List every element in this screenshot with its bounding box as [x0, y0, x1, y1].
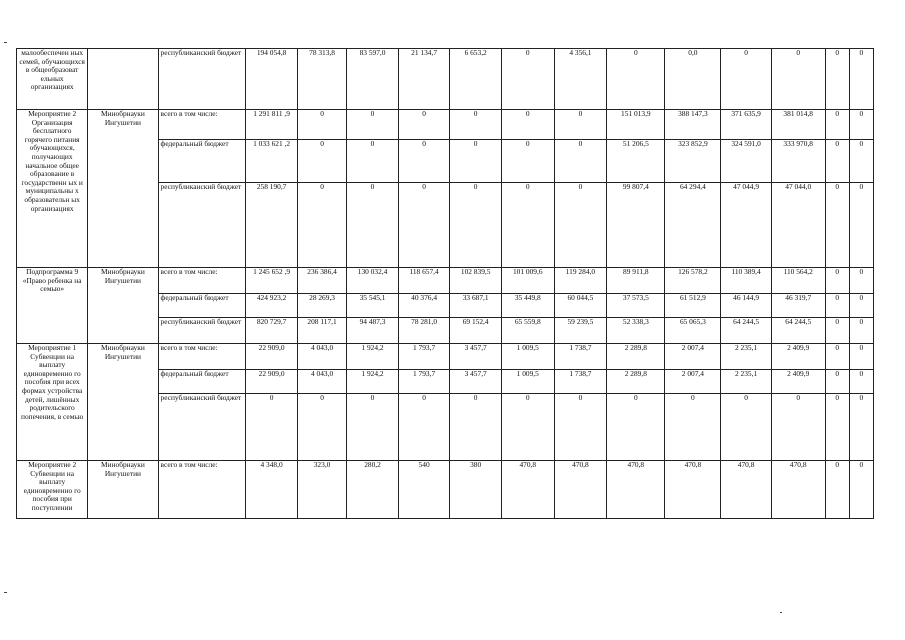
value-cell: 0 — [771, 394, 825, 461]
value-cell: 0 — [825, 344, 849, 370]
value-cell: 0 — [554, 183, 607, 268]
value-cell: 0 — [607, 394, 665, 461]
value-cell: 470,8 — [554, 461, 607, 519]
value-cell: 236 386,4 — [297, 268, 346, 294]
value-cell: 194 054,8 — [246, 49, 298, 110]
funding-source-cell: всего в том числе: — [158, 344, 246, 370]
value-cell: 0 — [849, 140, 873, 183]
program-cell: Мероприятие 2 Организация бесплатного горячего питания обучающихся, получающих начальное общее образование в государственн ых и муниципальны х образовательн ых организациях — [17, 110, 88, 268]
value-cell: 0 — [825, 140, 849, 183]
value-cell: 1 738,7 — [554, 344, 607, 370]
value-cell: 0,0 — [665, 49, 721, 110]
value-cell: 52 338,3 — [607, 318, 665, 344]
value-cell: 0 — [825, 394, 849, 461]
value-cell: 0 — [297, 394, 346, 461]
value-cell: 3 457,7 — [450, 344, 502, 370]
value-cell: 0 — [501, 110, 554, 140]
value-cell: 83 597,0 — [347, 49, 399, 110]
table-row — [17, 49, 874, 110]
value-cell: 0 — [721, 394, 771, 461]
value-cell: 0 — [450, 183, 502, 268]
executor-cell: Минобрнауки Ингушетии — [88, 268, 158, 344]
executor-cell: Минобрнауки Ингушетии — [88, 110, 158, 268]
value-cell: 2 409,9 — [771, 370, 825, 394]
value-cell: 46 319,7 — [771, 294, 825, 318]
value-cell: 208 117,1 — [297, 318, 346, 344]
value-cell: 470,8 — [501, 461, 554, 519]
value-cell: 0 — [398, 394, 450, 461]
funding-source-cell: республиканский бюджет — [158, 394, 246, 461]
value-cell: 64 244,5 — [771, 318, 825, 344]
value-cell: 2 007,4 — [665, 370, 721, 394]
value-cell: 2 007,4 — [665, 344, 721, 370]
value-cell: 0 — [665, 394, 721, 461]
value-cell: 1 033 621 ,2 — [246, 140, 298, 183]
funding-source-cell: всего в том числе: — [158, 461, 246, 519]
value-cell: 0 — [501, 49, 554, 110]
scan-mark — [780, 612, 782, 613]
value-cell: 21 134,7 — [398, 49, 450, 110]
program-cell: Мероприятие 2 Субвенции на выплату единовременно го пособия при поступлении — [17, 461, 88, 519]
value-cell: 1 245 652 ,9 — [246, 268, 298, 294]
value-cell: 1 924,2 — [347, 370, 399, 394]
program-cell: малообеспечен ных семей, обучающихся в общеобразоват ельных организациях — [17, 49, 88, 110]
value-cell: 0 — [849, 268, 873, 294]
value-cell: 323 852,9 — [665, 140, 721, 183]
value-cell: 0 — [450, 140, 502, 183]
value-cell: 119 284,0 — [554, 268, 607, 294]
value-cell: 0 — [297, 110, 346, 140]
value-cell: 0 — [771, 49, 825, 110]
value-cell: 0 — [849, 294, 873, 318]
value-cell: 94 487,3 — [347, 318, 399, 344]
table-row — [17, 344, 874, 370]
value-cell: 0 — [450, 110, 502, 140]
value-cell: 59 239,5 — [554, 318, 607, 344]
value-cell: 22 909,0 — [246, 370, 298, 394]
value-cell: 4 043,0 — [297, 344, 346, 370]
value-cell: 118 657,4 — [398, 268, 450, 294]
value-cell: 0 — [450, 394, 502, 461]
value-cell: 0 — [398, 140, 450, 183]
executor-cell — [88, 49, 158, 110]
value-cell: 126 578,2 — [665, 268, 721, 294]
value-cell: 4 043,0 — [297, 370, 346, 394]
value-cell: 0 — [501, 140, 554, 183]
value-cell: 2 289,8 — [607, 344, 665, 370]
value-cell: 0 — [825, 318, 849, 344]
value-cell: 1 009,5 — [501, 370, 554, 394]
value-cell: 424 923,2 — [246, 294, 298, 318]
value-cell: 78 313,8 — [297, 49, 346, 110]
value-cell: 2 289,8 — [607, 370, 665, 394]
value-cell: 380 — [450, 461, 502, 519]
value-cell: 1 793,7 — [398, 370, 450, 394]
value-cell: 0 — [297, 140, 346, 183]
value-cell: 0 — [347, 110, 399, 140]
value-cell: 0 — [849, 344, 873, 370]
value-cell: 0 — [347, 183, 399, 268]
value-cell: 0 — [825, 49, 849, 110]
value-cell: 47 044,0 — [771, 183, 825, 268]
value-cell: 102 839,5 — [450, 268, 502, 294]
value-cell: 60 044,5 — [554, 294, 607, 318]
value-cell: 540 — [398, 461, 450, 519]
value-cell: 470,8 — [771, 461, 825, 519]
value-cell: 51 206,5 — [607, 140, 665, 183]
value-cell: 0 — [825, 268, 849, 294]
value-cell: 0 — [347, 394, 399, 461]
scan-mark — [4, 42, 7, 43]
value-cell: 6 653,2 — [450, 49, 502, 110]
value-cell: 69 152,4 — [450, 318, 502, 344]
value-cell: 2 235,1 — [721, 344, 771, 370]
value-cell: 0 — [398, 110, 450, 140]
funding-source-cell: федеральный бюджет — [158, 140, 246, 183]
value-cell: 0 — [849, 394, 873, 461]
funding-source-cell: федеральный бюджет — [158, 294, 246, 318]
value-cell: 4 348,0 — [246, 461, 298, 519]
value-cell: 0 — [398, 183, 450, 268]
value-cell: 0 — [849, 461, 873, 519]
value-cell: 40 376,4 — [398, 294, 450, 318]
value-cell: 0 — [607, 49, 665, 110]
value-cell: 820 729,7 — [246, 318, 298, 344]
funding-source-cell: всего в том числе: — [158, 110, 246, 140]
value-cell: 0 — [554, 140, 607, 183]
scan-mark — [4, 592, 7, 593]
value-cell: 470,8 — [665, 461, 721, 519]
value-cell: 3 457,7 — [450, 370, 502, 394]
table-row — [17, 461, 874, 519]
value-cell: 0 — [849, 370, 873, 394]
value-cell: 0 — [501, 183, 554, 268]
value-cell: 0 — [825, 461, 849, 519]
value-cell: 78 281,0 — [398, 318, 450, 344]
funding-source-cell: федеральный бюджет — [158, 370, 246, 394]
value-cell: 28 269,3 — [297, 294, 346, 318]
value-cell: 1 291 811 ,9 — [246, 110, 298, 140]
value-cell: 323,0 — [297, 461, 346, 519]
value-cell: 0 — [554, 110, 607, 140]
value-cell: 0 — [825, 110, 849, 140]
value-cell: 2 409,9 — [771, 344, 825, 370]
value-cell: 65 559,8 — [501, 318, 554, 344]
value-cell: 61 512,9 — [665, 294, 721, 318]
value-cell: 1 738,7 — [554, 370, 607, 394]
value-cell: 110 389,4 — [721, 268, 771, 294]
program-cell: Подпрограмма 9 «Право ребенка на семью» — [17, 268, 88, 344]
value-cell: 0 — [297, 183, 346, 268]
funding-source-cell: республиканский бюджет — [158, 49, 246, 110]
value-cell: 99 807,4 — [607, 183, 665, 268]
value-cell: 470,8 — [607, 461, 665, 519]
value-cell: 388 147,3 — [665, 110, 721, 140]
value-cell: 65 065,3 — [665, 318, 721, 344]
value-cell: 151 013,9 — [607, 110, 665, 140]
value-cell: 333 970,8 — [771, 140, 825, 183]
table-row — [17, 268, 874, 294]
value-cell: 0 — [554, 394, 607, 461]
value-cell: 2 235,1 — [721, 370, 771, 394]
value-cell: 0 — [347, 140, 399, 183]
value-cell: 101 009,6 — [501, 268, 554, 294]
value-cell: 381 014,8 — [771, 110, 825, 140]
value-cell: 1 009,5 — [501, 344, 554, 370]
value-cell: 22 909,0 — [246, 344, 298, 370]
value-cell: 89 911,8 — [607, 268, 665, 294]
value-cell: 0 — [849, 318, 873, 344]
value-cell: 0 — [849, 49, 873, 110]
value-cell: 371 635,9 — [721, 110, 771, 140]
value-cell: 130 032,4 — [347, 268, 399, 294]
executor-cell: Минобрнауки Ингушетии — [88, 344, 158, 461]
value-cell: 4 356,1 — [554, 49, 607, 110]
value-cell: 258 190,7 — [246, 183, 298, 268]
value-cell: 324 591,0 — [721, 140, 771, 183]
executor-cell: Минобрнауки Ингушетии — [88, 461, 158, 519]
value-cell: 0 — [825, 370, 849, 394]
funding-source-cell: республиканский бюджет — [158, 318, 246, 344]
value-cell: 0 — [721, 49, 771, 110]
value-cell: 37 573,5 — [607, 294, 665, 318]
value-cell: 0 — [825, 294, 849, 318]
funding-source-cell: всего в том числе: — [158, 268, 246, 294]
value-cell: 280,2 — [347, 461, 399, 519]
value-cell: 35 545,1 — [347, 294, 399, 318]
value-cell: 0 — [849, 110, 873, 140]
value-cell: 33 687,1 — [450, 294, 502, 318]
value-cell: 64 244,5 — [721, 318, 771, 344]
table-row — [17, 110, 874, 140]
value-cell: 1 793,7 — [398, 344, 450, 370]
value-cell: 0 — [501, 394, 554, 461]
value-cell: 0 — [246, 394, 298, 461]
value-cell: 0 — [849, 183, 873, 268]
value-cell: 0 — [825, 183, 849, 268]
program-cell: Мероприятие 1 Субвенции на выплату единовременно го пособия при всех формах устройства детей, лишённых родительского попечения, в семью — [17, 344, 88, 461]
value-cell: 46 144,9 — [721, 294, 771, 318]
value-cell: 64 294,4 — [665, 183, 721, 268]
value-cell: 470,8 — [721, 461, 771, 519]
value-cell: 35 449,8 — [501, 294, 554, 318]
value-cell: 47 044,9 — [721, 183, 771, 268]
value-cell: 110 564,2 — [771, 268, 825, 294]
funding-source-cell: республиканский бюджет — [158, 183, 246, 268]
value-cell: 1 924,2 — [347, 344, 399, 370]
budget-table — [16, 48, 874, 519]
